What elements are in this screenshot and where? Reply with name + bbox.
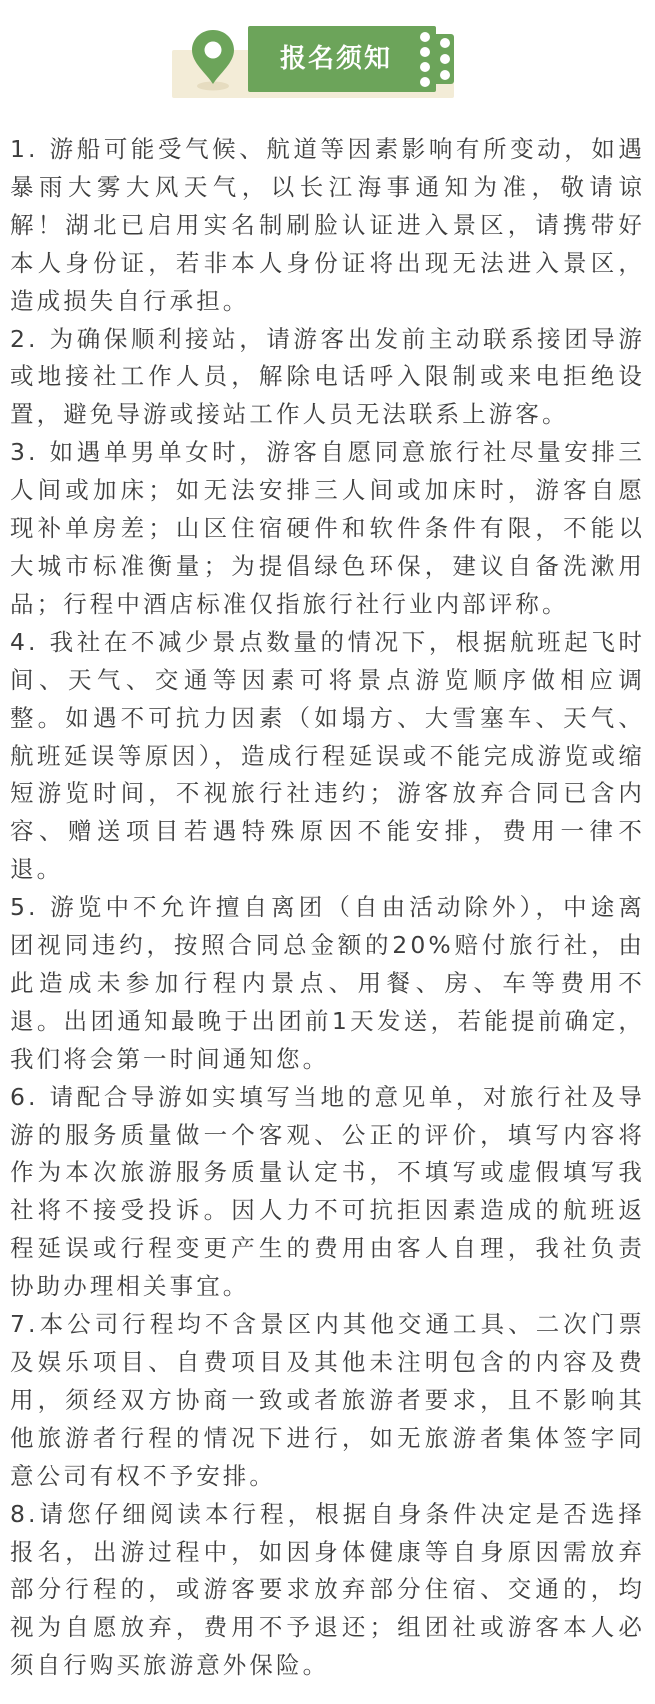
page-title: 报名须知 <box>279 44 392 74</box>
notice-item-2: 2. 为确保顺利接站，请游客出发前主动联系接团导游或地接社工作人员，解除电话呼入限制或来电拒绝设置，避免导游或接站工作人员无法联系上游客。 <box>10 324 645 429</box>
stub-hole <box>440 54 450 64</box>
banner-hole <box>420 62 430 72</box>
banner-hole <box>420 77 430 87</box>
stub-hole <box>440 70 450 80</box>
notice-item-6: 6. 请配合导游如实填写当地的意见单，对旅行社及导游的服务质量做一个客观、公正的评价，填写内容将作为本次旅游服务质量认定书，不填写或虚假填写我社将不接受投诉。因人力不可抗拒因素造成的航班返程延误或行程变更产生的费用由客人自理，我社负责协助办理相关事宜。 <box>10 1082 645 1301</box>
banner-ticket-stub <box>436 34 454 84</box>
notice-item-4: 4. 我社在不减少景点数量的情况下，根据航班起飞时间、天气、交通等因素可将景点游览顺序做相应调整。如遇不可抗力因素（如塌方、大雪塞车、天气、航班延误等原因），造成行程延误或不能完成游览或缩短游览时间，不视旅行社违约；游客放弃合同已含内容、赠送项目若遇特殊原因不能安排，费用一律不退。 <box>10 627 645 884</box>
banner-holes <box>418 32 430 86</box>
section-header <box>0 0 655 120</box>
location-pin-icon <box>186 26 240 92</box>
notice-item-1: 1. 游船可能受气候、航道等因素影响有所变动，如遇暴雨大雾大风天气，以长江海事通知为准，敬请谅解！湖北已启用实名制刷脸认证进入景区，请携带好本人身份证，若非本人身份证将出现无法进入景区，造成损失自行承担。 <box>10 135 645 315</box>
notice-item-5: 5. 游览中不允许擅自离团（自由活动除外），中途离团视同违约，按照合同总金额的20%赔付旅行社，由此造成未参加行程内景点、用餐、房、车等费用不退。出团通知最晚于出团前1天发送，若能提前确定，我们将会第一时间通知您。 <box>10 893 645 1073</box>
banner-hole <box>420 47 430 57</box>
notice-list <box>10 131 645 1685</box>
notice-item-8: 8.请您仔细阅读本行程，根据自身条件决定是否选择报名，出游过程中，如因身体健康等自身原因需放弃部分行程的，或游客要求放弃部分住宿、交通的，均视为自愿放弃，费用不予退还；组团社或游客本人必须自行购买旅游意外保险。 <box>10 1499 645 1680</box>
stub-hole <box>440 38 450 48</box>
title-banner <box>248 26 436 92</box>
banner-hole <box>420 32 430 42</box>
notice-item-3: 3. 如遇单男单女时，游客自愿同意旅行社尽量安排三人间或加床；如无法安排三人间或加床时，游客自愿现补单房差；山区住宿硬件和软件条件有限，不能以大城市标准衡量；为提倡绿色环保，建议自备洗漱用品；行程中酒店标准仅指旅行社行业内部评称。 <box>10 438 645 618</box>
notice-item-7: 7.本公司行程均不含景区内其他交通工具、二次门票及娱乐项目、自费项目及其他未注明包含的内容及费用，须经双方协商一致或者旅游者要求，且不影响其他旅游者行程的情况下进行，如无旅游者集体签字同意公司有权不予安排。 <box>10 1310 645 1490</box>
